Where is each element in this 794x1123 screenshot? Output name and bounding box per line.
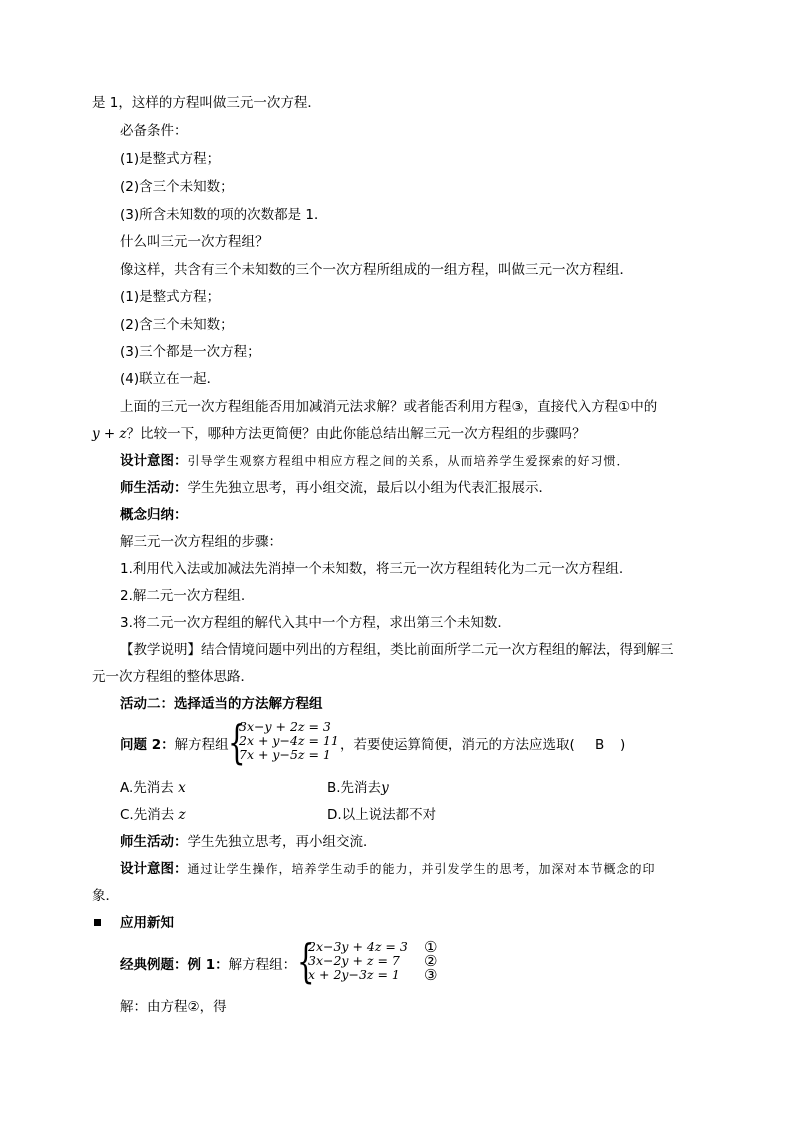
concept-label: 概念归纳： <box>120 507 188 523</box>
question-2 <box>120 735 229 755</box>
activity-2-title: 活动二：选择适当的方法解方程组 <box>120 696 323 712</box>
text-line: (3)三个都是一次方程； <box>120 344 261 360</box>
activity-1 <box>120 478 552 498</box>
text-line: 像这样，共含有三个未知数的三个一次方程所组成的一组方程，叫做三元一次方程组． <box>120 262 633 278</box>
label: 师生活动： <box>120 480 188 496</box>
equation: 7x + y−5z = 1 <box>239 747 331 762</box>
text-fragment: 通过让学生操作，培养学生动手的能力，并引发学生的思考，加深对本节概念的印 <box>187 862 656 876</box>
teaching-note: 【教学说明】结合情境问题中列出的方程组，类比前面所学二元一次方程组的解法，得到解三 <box>120 642 674 658</box>
text-line: (1)是整式方程； <box>120 289 221 305</box>
equation: 3x−y + 2z = 3 <box>239 719 331 734</box>
answer-value: B <box>595 737 605 753</box>
label: 经典例题：例 1： <box>120 957 229 973</box>
left-brace: { <box>297 934 315 988</box>
step-item: 1.利用代入法或加减法先消掉一个未知数，将三元一次方程组转化为二元一次方程组. <box>120 561 624 577</box>
label: 师生活动： <box>120 834 188 850</box>
option-text: A.先消去 <box>120 780 179 796</box>
option-variable: x <box>178 780 186 796</box>
text-line: (2)含三个未知数； <box>120 179 234 195</box>
text-fragment: 解方程组： <box>228 957 297 973</box>
answer-close: ) <box>620 737 626 753</box>
equation: 2x + y−4z = 11 <box>239 733 339 748</box>
teaching-note-cont: 元一次方程组的整体思路． <box>92 669 254 685</box>
design-intent-1 <box>120 451 630 471</box>
math-expression: y + z <box>92 426 127 442</box>
text-line: 上面的三元一次方程组能否用加减消元法求解？或者能否利用方程③，直接代入方程①中的 <box>120 399 658 415</box>
equation: 3x−2y + z = 7 <box>308 953 400 968</box>
design-intent-2-cont: 象． <box>92 888 119 904</box>
text-line: (3)所含未知数的项的次数都是 1． <box>120 207 328 223</box>
step-item: 2.解二元一次方程组. <box>120 588 246 604</box>
label: 设计意图： <box>120 861 188 877</box>
text-line: (2)含三个未知数； <box>120 317 234 333</box>
solution-start: 解：由方程②，得 <box>120 999 227 1015</box>
option-a <box>120 778 186 798</box>
option-text: C.先消去 <box>120 807 179 823</box>
text-fragment: 解方程组 <box>174 737 229 753</box>
text-fragment: ？比较一下，哪种方法更简便？由此你能总结出解三元一次方程组的步骤吗？ <box>126 426 586 442</box>
question-2-suffix: ，若要使运算简便，消元的方法应选取( <box>340 737 575 753</box>
option-variable: y <box>381 780 389 796</box>
design-intent-2 <box>120 859 656 879</box>
equation-number: ③ <box>424 966 438 984</box>
equation-number: ② <box>424 952 438 970</box>
option-text: B.先消去 <box>327 780 382 796</box>
text-line <box>92 424 586 444</box>
label: 设计意图： <box>120 453 188 469</box>
section-title: 应用新知 <box>120 915 174 931</box>
bullet-square-icon <box>94 919 101 926</box>
step-item: 3.将二元一次方程组的解代入其中一个方程，求出第三个未知数. <box>120 615 502 631</box>
text-fragment: 学生先独立思考，再小组交流． <box>187 834 377 850</box>
option-d: D.以上说法都不对 <box>327 807 437 823</box>
option-variable: z <box>178 807 186 823</box>
text-line: (4)联立在一起． <box>120 371 221 387</box>
equation: x + 2y−3z = 1 <box>308 967 400 982</box>
text-line: (1)是整式方程； <box>120 151 221 167</box>
text-line: 什么叫三元一次方程组？ <box>120 234 269 250</box>
text-fragment: 引导学生观察方程组中相应方程之间的关系，从而培养学生爱探索的好习惯． <box>187 454 630 468</box>
text-line: 必备条件： <box>120 123 188 139</box>
steps-title: 解三元一次方程组的步骤： <box>120 534 282 550</box>
label: 问题 2： <box>120 737 175 753</box>
equation-number: ① <box>424 938 438 956</box>
text-line: 是 1，这样的方程叫做三元一次方程． <box>92 95 321 111</box>
example-1 <box>120 955 296 975</box>
equation: 2x−3y + 4z = 3 <box>308 939 408 954</box>
option-c <box>120 805 186 825</box>
left-brace: { <box>228 715 246 769</box>
activity-2 <box>120 832 377 852</box>
option-b <box>327 778 389 798</box>
text-fragment: 学生先独立思考，再小组交流，最后以小组为代表汇报展示． <box>187 480 552 496</box>
